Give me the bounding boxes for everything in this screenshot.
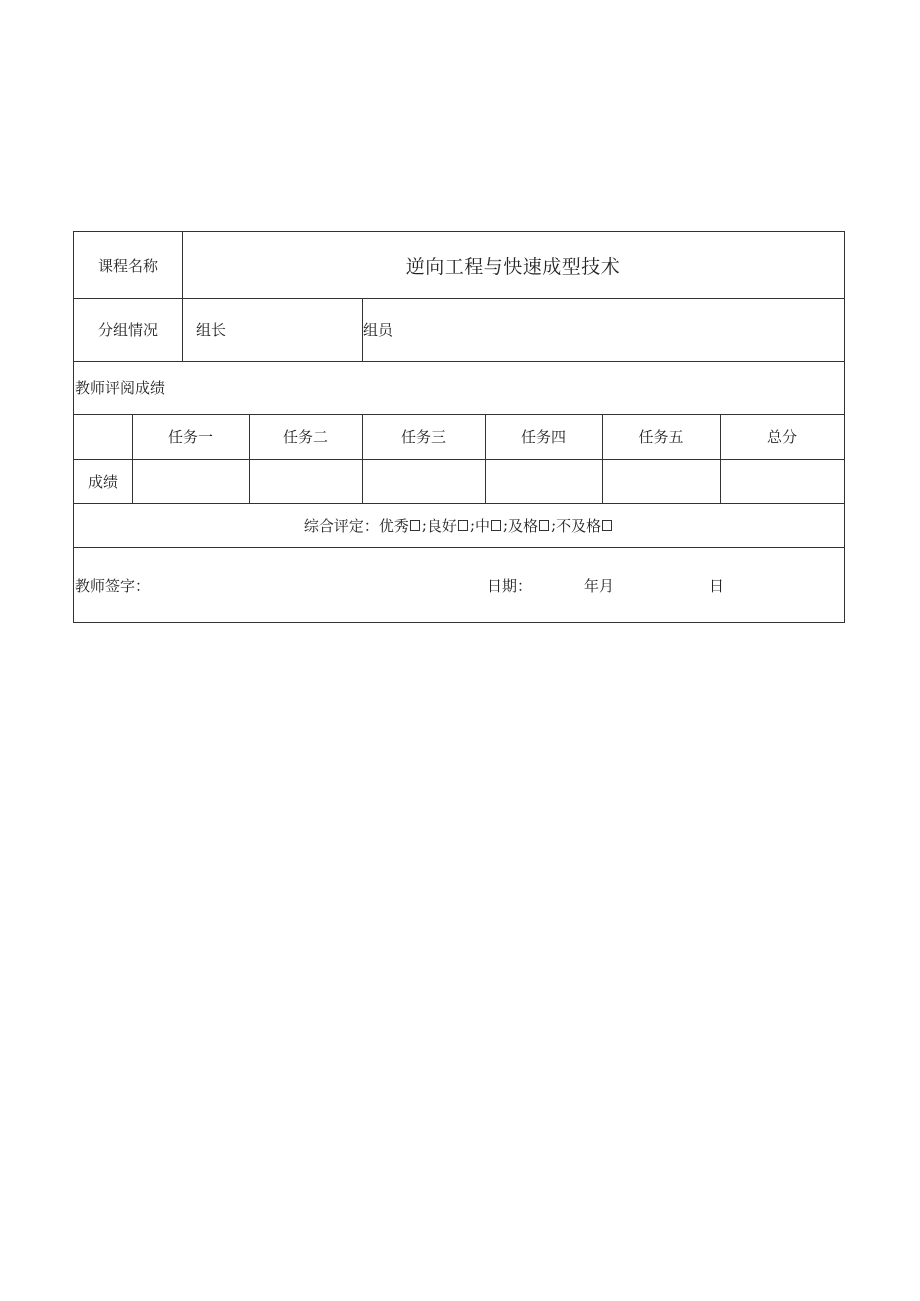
score-header-total: 总分: [766, 428, 797, 446]
group-label: 分组情况: [97, 321, 158, 339]
score-cell-task-2[interactable]: [249, 459, 362, 503]
date-label: 日期：: [487, 576, 533, 595]
overall-evaluation-row: [74, 503, 844, 547]
score-header-task-4: 任务四: [520, 428, 566, 446]
score-header-task-3: 任务三: [400, 428, 446, 446]
score-cell-task-4[interactable]: [485, 459, 602, 503]
option-separator: ;: [551, 516, 557, 534]
group-leader-field[interactable]: 组长: [196, 321, 227, 339]
date-day[interactable]: 日: [709, 576, 725, 595]
checkbox-average[interactable]: [491, 520, 501, 531]
score-header-task-1: 任务一: [167, 428, 213, 446]
course-name-value: 逆向工程与快速成型技术: [405, 255, 621, 278]
checkbox-fail[interactable]: [602, 520, 612, 531]
group-member-field[interactable]: 组员: [363, 321, 394, 339]
checkbox-excellent[interactable]: [410, 520, 420, 531]
option-separator: ;: [503, 516, 509, 534]
score-cell-task-1[interactable]: [132, 459, 249, 503]
evaluation-option-pass: 及格: [508, 516, 539, 535]
score-cell-task-3[interactable]: [362, 459, 485, 503]
evaluation-form-table: [73, 231, 845, 623]
option-separator: ;: [421, 516, 427, 534]
evaluation-option-fail: 不及格: [556, 516, 602, 535]
score-header-blank: [74, 414, 132, 459]
checkbox-good[interactable]: [458, 520, 468, 531]
checkbox-pass[interactable]: [539, 520, 549, 531]
score-cell-total[interactable]: [720, 459, 844, 503]
option-separator: ;: [469, 516, 475, 534]
evaluation-option-excellent: 优秀: [378, 516, 409, 535]
evaluation-label: 综合评定：: [303, 516, 379, 535]
evaluation-option-good: 良好: [426, 516, 457, 535]
score-cell-task-5[interactable]: [602, 459, 720, 503]
score-header-task-5: 任务五: [638, 428, 684, 446]
score-row-label: 成绩: [87, 472, 118, 491]
teacher-signature-label: 教师签字：: [75, 576, 151, 595]
course-name-label: 课程名称: [97, 256, 158, 275]
review-heading: 教师评阅成绩: [75, 379, 166, 397]
date-year-month[interactable]: 年月: [584, 576, 615, 595]
evaluation-option-average: 中: [475, 516, 491, 535]
score-header-task-2: 任务二: [282, 428, 328, 446]
